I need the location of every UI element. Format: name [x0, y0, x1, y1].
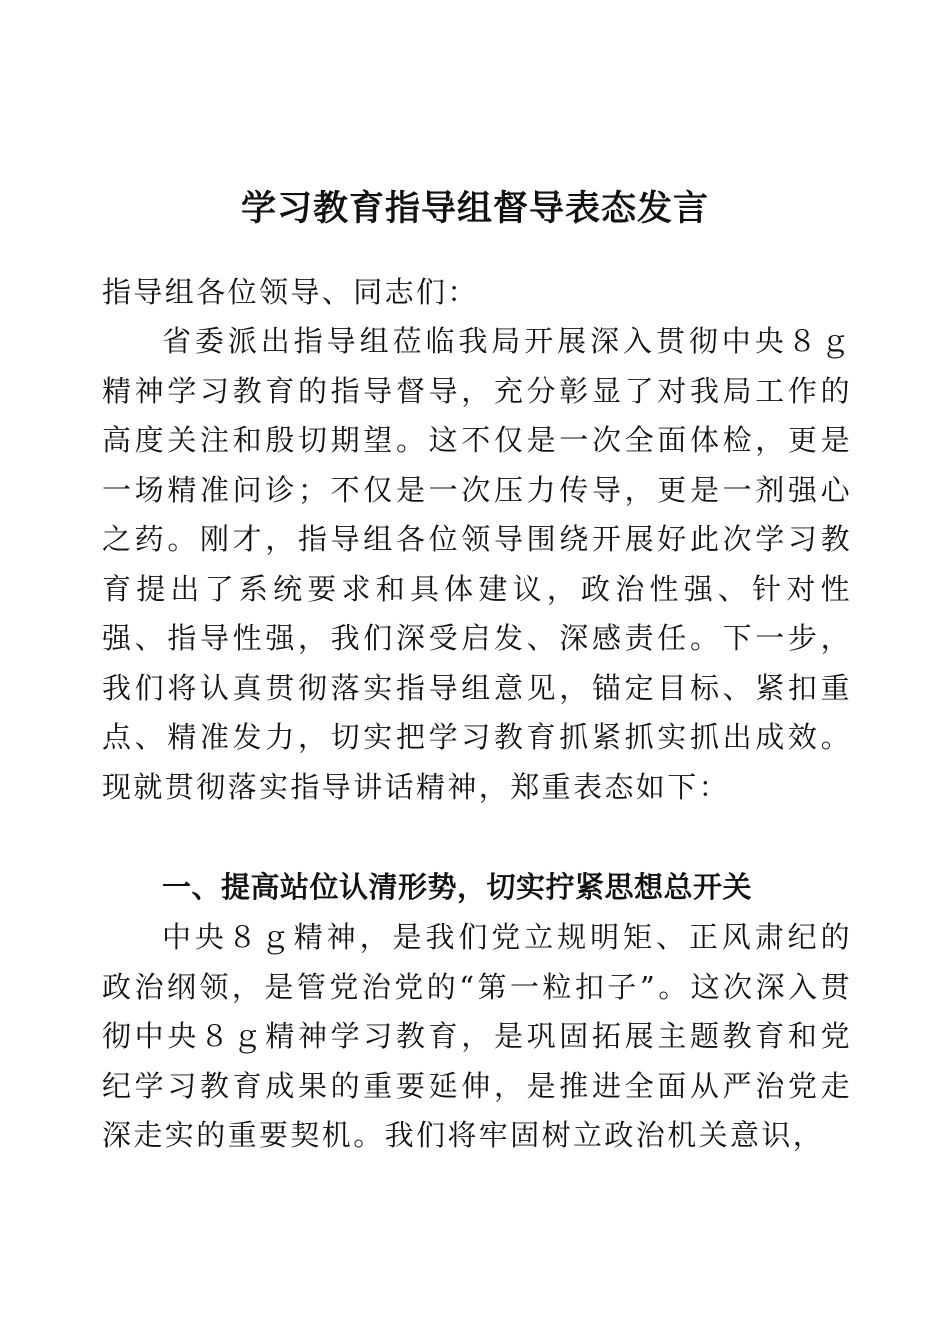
paragraph-intro: 省委派出指导组莅临我局开展深入贯彻中央８ｇ精神学习教育的指导督导，充分彰显了对我局工作的高度关注和殷切期望。这不仅是一次全面体检，更是一场精准问诊；不仅是一次压力传导，更是一剂强心之药。刚才，指导组各位领导围绕开展好此次学习教育提出了系统要求和具体建议，政治性强、针对性强、指导性强，我们深受启发、深感责任。下一步，我们将认真贯彻落实指导组意见，锚定目标、紧扣重点、精准发力，切实把学习教育抓紧抓实抓出成效。现就贯彻落实指导讲话精神，郑重表态如下： [102, 324, 852, 804]
section-heading-1: 一、提高站位认清形势，切实拧紧思想总开关 [162, 870, 753, 904]
paragraph-section-1: 中央８ｇ精神，是我们党立规明矩、正风肃纪的政治纲领，是管党治党的“第一粒扣子”。这次深入贯彻中央８ｇ精神学习教育，是巩固拓展主题教育和党纪学习教育成果的重要延伸，是推进全面从严治党走深走实的重要契机。我们将牢固树立政治机关意识， [102, 920, 852, 1152]
document-title: 学习教育指导组督导表态发言 [240, 188, 709, 230]
salutation: 指导组各位领导、同志们： [102, 275, 479, 309]
